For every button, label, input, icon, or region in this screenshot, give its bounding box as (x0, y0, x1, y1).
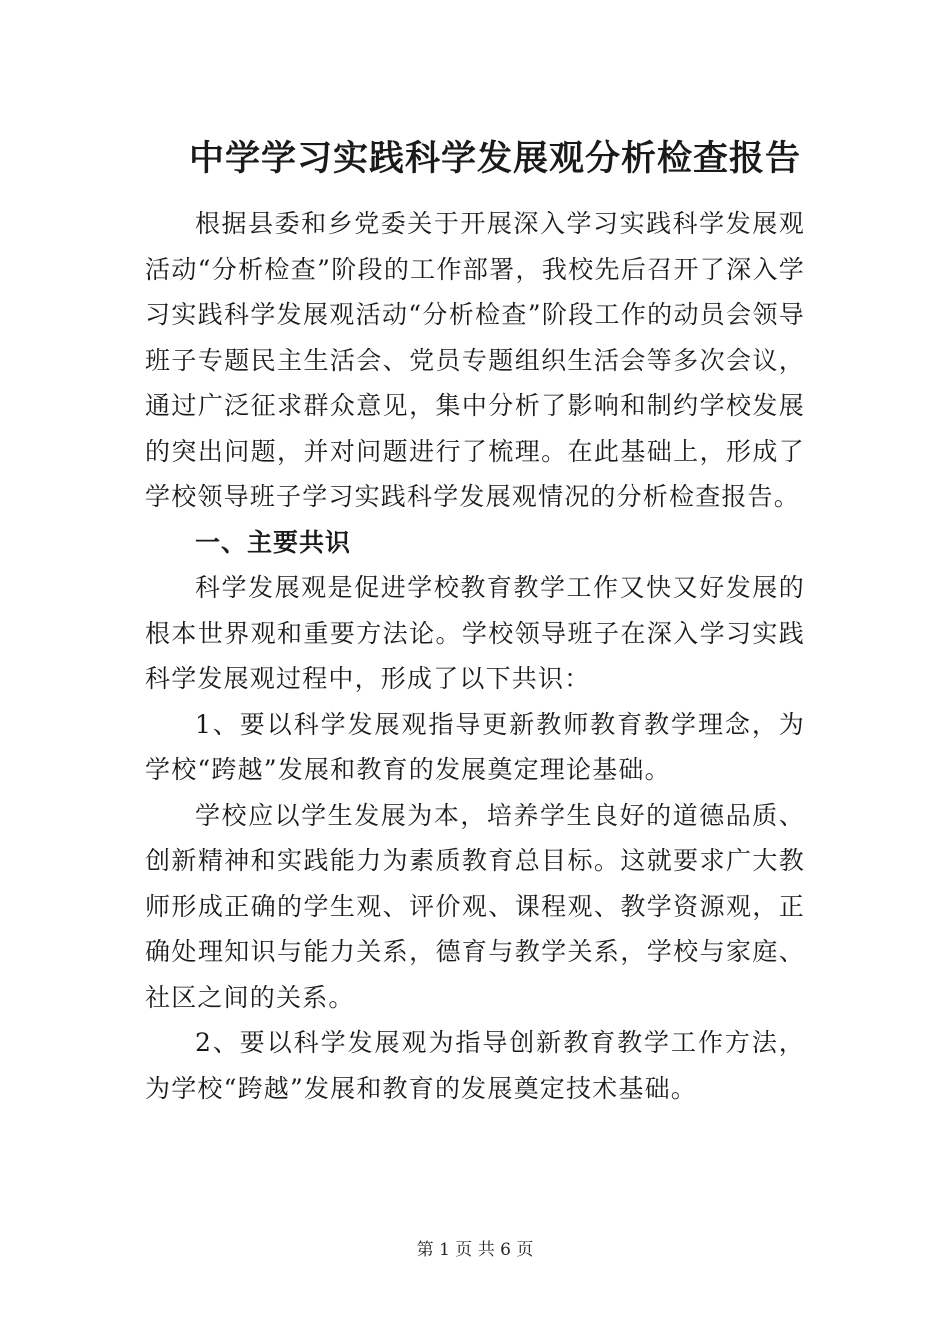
body-paragraph: 科学发展观是促进学校教育教学工作又快又好发展的根本世界观和重要方法论。学校领导班子在深入学习实践科学发展观过程中，形成了以下共识： (145, 573, 805, 693)
intro-paragraph: 根据县委和乡党委关于开展深入学习实践科学发展观活动“分析检查”阶段的工作部署，我校先后召开了深入学习实践科学发展观活动“分析检查”阶段工作的动员会领导班子专题民主生活会、党员专题组织生活会等多次会议，通过广泛征求群众意见，集中分析了影响和制约学校发展的突出问题，并对问题进行了梳理。在此基础上，形成了学校领导班子学习实践科学发展观情况的分析检查报告。 (145, 209, 805, 511)
body-paragraph: 学校应以学生发展为本，培养学生良好的道德品质、创新精神和实践能力为素质教育总目标。这就要求广大教师形成正确的学生观、评价观、课程观、教学资源观，正确处理知识与能力关系，德育与教学关系，学校与家庭、社区之间的关系。 (145, 800, 805, 1012)
section-heading: 一、主要共识 (195, 527, 352, 557)
document-body (145, 201, 805, 1111)
body-paragraph: 2、要以科学发展观为指导创新教育教学工作方法，为学校“跨越”发展和教育的发展奠定技术基础。 (145, 1028, 805, 1103)
body-paragraph: 1、要以科学发展观指导更新教师教育教学理念，为学校“跨越”发展和教育的发展奠定理论基础。 (145, 709, 805, 784)
page-footer: 第 1 页 共 6 页 (416, 1240, 534, 1260)
document-title: 中学学习实践科学发展观分析检查报告 (188, 138, 801, 179)
